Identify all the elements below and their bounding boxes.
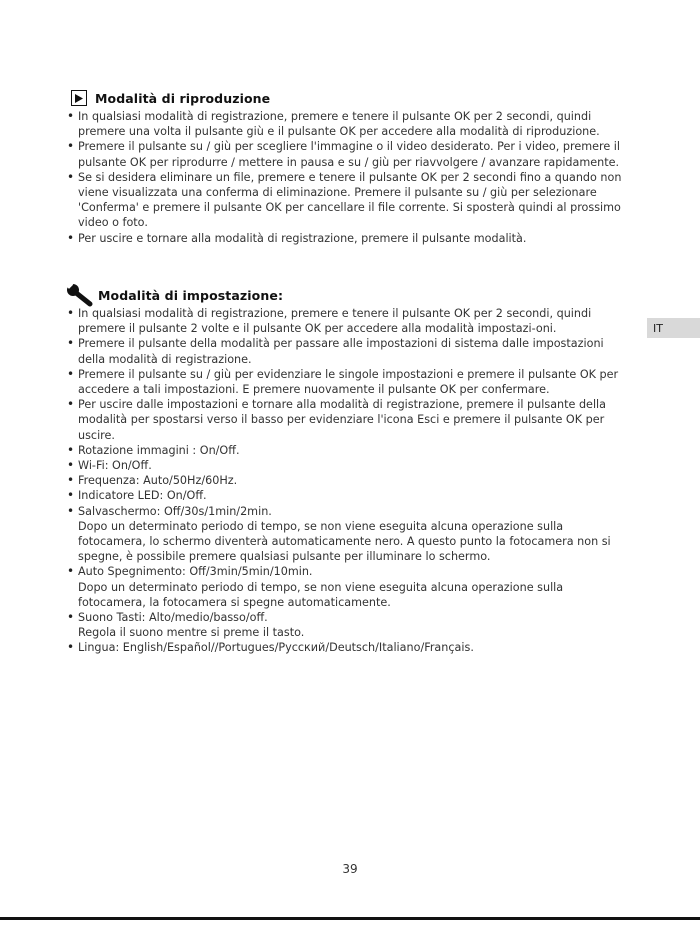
list-item: • Premere il pulsante su / giù per evidenziare le singole impostazioni e premere il pulsante OK per accedere a tali impostazioni. E premere nuovamente il pulsante OK per confermare. <box>64 367 624 397</box>
wrench-icon <box>66 283 94 307</box>
playback-list <box>64 109 624 246</box>
page-number: 39 <box>342 862 358 876</box>
list-item: • In qualsiasi modalità di registrazione, premere e tenere il pulsante OK per 2 secondi, quindi premere una volta il pulsante giù e il pulsante OK per accedere alla modalità di riproduzione. <box>64 109 624 139</box>
playback-title: Modalità di riproduzione <box>95 90 271 106</box>
settings-heading <box>64 285 624 305</box>
list-item: • In qualsiasi modalità di registrazione, premere e tenere il pulsante OK per 2 secondi, quindi premere il pulsante 2 volte e il pulsante OK per accedere alla modalità impostazi-oni. <box>64 306 624 336</box>
play-icon <box>71 90 87 106</box>
list-item: • Wi-Fi: On/Off. <box>64 458 624 473</box>
auto-off-label: Auto Spegnimento: Off/3min/5min/10min. <box>78 565 313 579</box>
list-item: • Lingua: English/Español//Portugues/Русский/Deutsch/Italiano/Français. <box>64 640 624 655</box>
list-item: • Frequenza: Auto/50Hz/60Hz. <box>64 473 624 488</box>
settings-section <box>64 285 624 656</box>
screensaver-note: Dopo un determinato periodo di tempo, se non viene eseguita alcuna operazione sulla fotocamera, lo schermo diventerà automaticamente nero. A questo punto la fotocamera non si spegne, è possibile premere qualsiasi pulsante per illuminare lo schermo. <box>78 519 611 564</box>
language-tab: IT <box>647 318 700 338</box>
settings-list <box>64 306 624 656</box>
sound-label: Suono Tasti: Alto/medio/basso/off. <box>78 611 268 625</box>
list-item: • Per uscire dalle impostazioni e tornare alla modalità di registrazione, premere il pulsante della modalità per spostarsi verso il basso per evidenziare l'icona Esci e premere il pulsante OK per uscire. <box>64 397 624 443</box>
auto-off-note: Dopo un determinato periodo di tempo, se non viene eseguita alcuna operazione sulla fotocamera, la fotocamera si spegne automaticamente. <box>78 580 564 609</box>
list-item: • Premere il pulsante della modalità per passare alle impostazioni di sistema dalle impostazioni della modalità di registrazione. <box>64 336 624 366</box>
sound-note: Regola il suono mentre si preme il tasto. <box>78 626 305 640</box>
bottom-rule <box>0 917 700 920</box>
list-item: • Premere il pulsante su / giù per scegliere l'immagine o il video desiderato. Per i video, premere il pulsante OK per riprodurre / mettere in pausa e su / giù per riavvolgere / avanzare rapidamente. <box>64 139 624 169</box>
list-item: • Rotazione immagini : On/Off. <box>64 443 624 458</box>
playback-heading <box>64 88 624 108</box>
list-item: • Se si desidera eliminare un file, premere e tenere il pulsante OK per 2 secondi fino a quando non viene visualizzata una conferma di eliminazione. Premere il pulsante su / giù per selezionare 'Conferma' e premere il pulsante OK per cancellare il file corrente. Si sposterà quindi al prossimo video o foto. <box>64 170 624 231</box>
list-item: • Per uscire e tornare alla modalità di registrazione, premere il pulsante modalità. <box>64 231 624 246</box>
screensaver-label: Salvaschermo: Off/30s/1min/2min. <box>78 504 272 518</box>
list-item <box>64 504 624 565</box>
settings-title: Modalità di impostazione: <box>98 287 284 303</box>
list-item <box>64 564 624 610</box>
playback-section <box>64 88 624 246</box>
list-item: • Indicatore LED: On/Off. <box>64 488 624 503</box>
list-item <box>64 610 624 640</box>
